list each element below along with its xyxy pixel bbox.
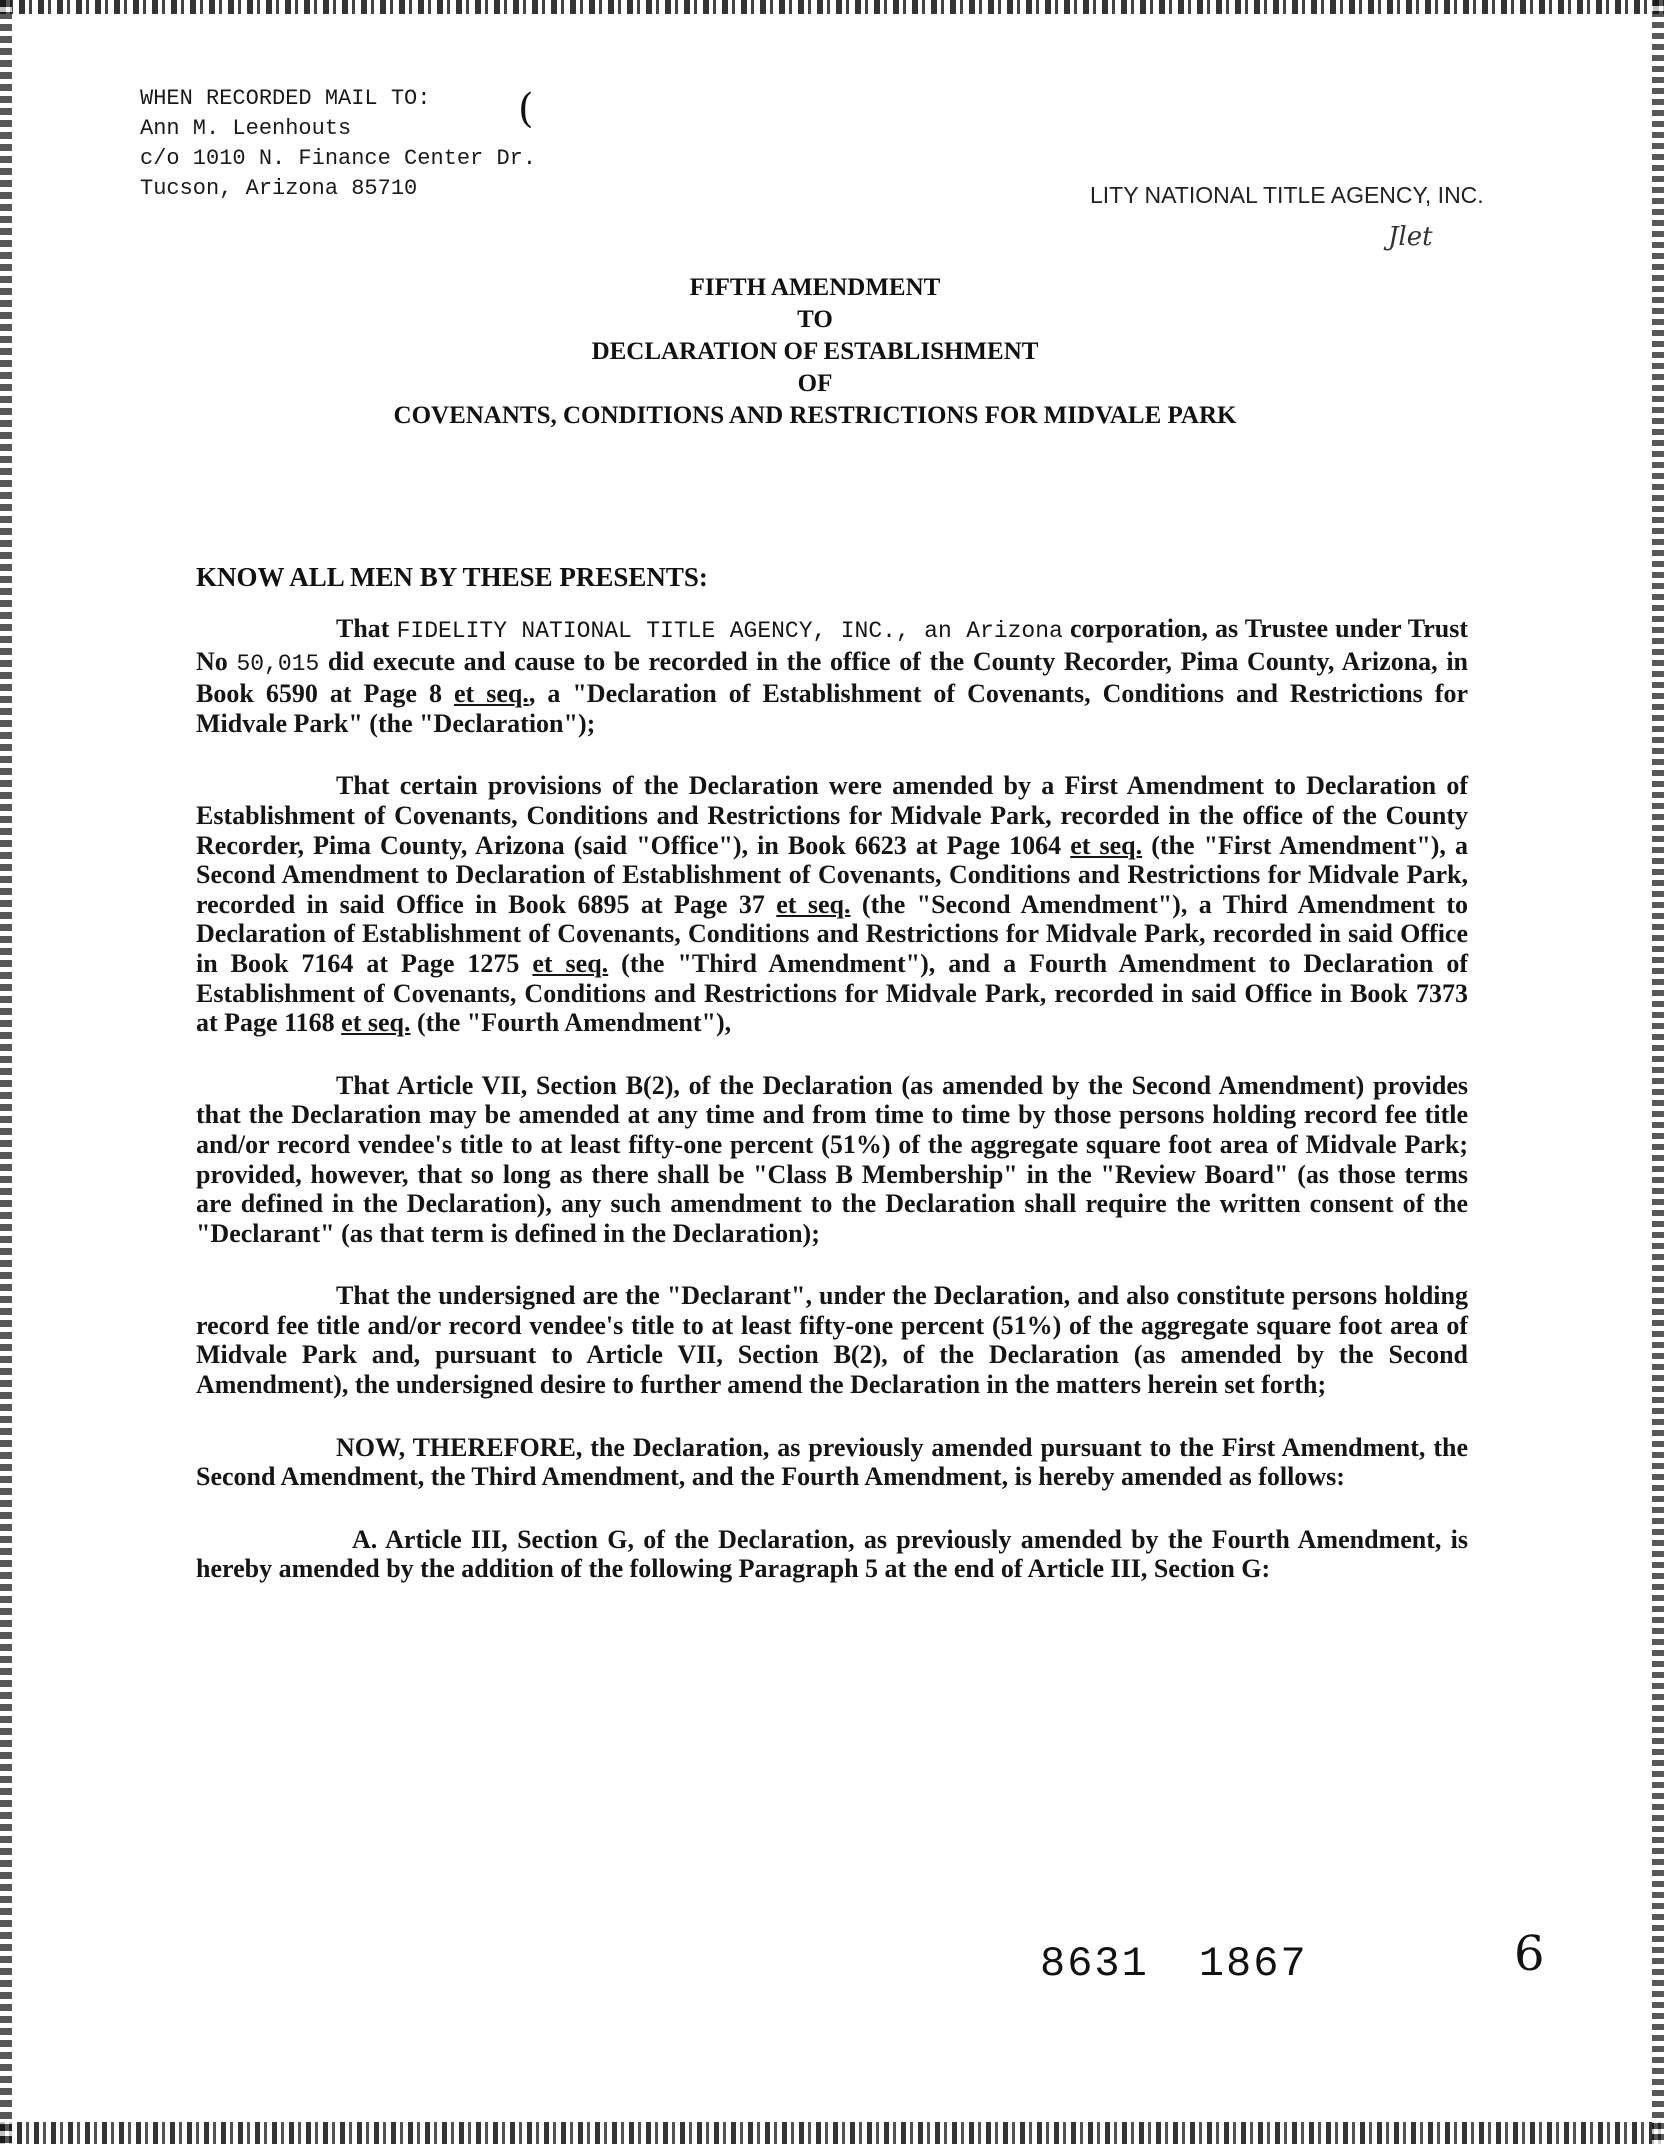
title-line-5: COVENANTS, CONDITIONS AND RESTRICTIONS FOR MIDVALE PARK [393, 402, 1237, 429]
mail-to-block [140, 84, 660, 204]
p1-text-c: did execute and cause to be recorded in the office of the County Recorder, Pima County, Arizona, in Book 6590 at Page 8 [196, 646, 1468, 709]
p2-text-d: (the "Third Amendment"), and a Fourth Amendment to Declaration of Establishment of Covenants, Conditions and Restrictions for Midvale Park, recorded in said Office in Book 7373 at Page 1168 [196, 948, 1468, 1038]
handwritten-initials: Jlet [1388, 222, 1433, 252]
title-line-3: DECLARATION OF ESTABLISHMENT [591, 338, 1039, 365]
recording-book: 8631 [1040, 1940, 1149, 1988]
mail-to-heading: WHEN RECORDED MAIL TO: [140, 86, 431, 111]
title-agency-stamp: LITY NATIONAL TITLE AGENCY, INC. [1090, 182, 1484, 208]
paragraph-6-item-a: A. Article III, Section G, of the Declaration, as previously amended by the Fourth Amendment, is hereby amended by the addition of the following Paragraph 5 at the end of Article III, Section G: [196, 1524, 1468, 1584]
p2-et-seq-3: et seq. [532, 948, 609, 978]
sheet-number: 6 [1514, 1926, 1545, 1982]
paragraph-3: That Article VII, Section B(2), of the Declaration (as amended by the Second Amendment) provides that the Declaration may be amended at any time and from time to time by those persons holding record fee title and/or record vendee's title to at least fifty-one percent (51%) of the aggregate square foot area of Midvale Park; provided, however, that so long as there shall be "Class B Membership" in the "Review Board" (as those terms are defined in the Declaration), any such amendment to the Declaration shall require the written consent of the "Declarant" (as that term is defined in the Declaration); [196, 1070, 1468, 1248]
p1-text-b: corporation, as Trustee under Trust No [196, 614, 1468, 676]
p1-corporation: FIDELITY NATIONAL TITLE AGENCY, INC., an Arizona [396, 618, 1063, 644]
mail-to-address: c/o 1010 N. Finance Center Dr. [140, 146, 537, 171]
title-line-1: FIFTH AMENDMENT [689, 274, 941, 301]
recording-page: 1867 [1198, 1940, 1308, 1988]
paragraph-5: NOW, THEREFORE, the Declaration, as previously amended pursuant to the First Amendment, the Second Amendment, the Third Amendment, and the Fourth Amendment, is hereby amended as follows: [196, 1432, 1468, 1492]
mail-to-name: Ann M. Leenhouts [140, 116, 352, 141]
scan-edge-left [0, 0, 12, 2144]
mail-to-city: Tucson, Arizona 85710 [140, 176, 418, 201]
p1-trust-number: 50,015 [236, 650, 320, 677]
p1-text-a: That [336, 614, 397, 643]
title-line-4: OF [797, 370, 833, 397]
scan-edge-top [0, 0, 1664, 14]
p1-et-seq: et seq. [453, 679, 529, 709]
paragraph-4: That the undersigned are the "Declarant", under the Declaration, and also constitute persons holding record fee title and/or record vendee's title to at least fifty-one percent (51%) of the aggregate square foot area of Midvale Park and, pursuant to Article VII, Section B(2), of the Declaration (as amended by the Second Amendment), the undersigned desire to further amend the Declaration in the matters herein set forth; [196, 1281, 1468, 1400]
p2-et-seq-1: et seq. [1070, 830, 1143, 860]
title-line-2: TO [797, 306, 833, 333]
p2-text-a: That certain provisions of the Declaration were amended by a First Amendment to Declaration of Establishment of Covenants, Conditions and Restrictions for Midvale Park, recorded in the office of the County Recorder, Pima County, Arizona (said "Office"), in Book 6623 at Page 1064 [196, 771, 1468, 860]
scan-edge-right [1652, 0, 1664, 2144]
p2-text-c: (the "Second Amendment"), a Third Amendment to Declaration of Establishment of Covenants, Conditions and Restrictions for Midvale Park, recorded in said Office in Book 7164 at Page 1275 [196, 889, 1469, 978]
handwritten-mark: ( [518, 86, 534, 132]
p2-et-seq-4: et seq. [341, 1008, 411, 1038]
document-title [200, 272, 1430, 432]
paragraph-2 [196, 771, 1468, 1037]
recording-numbers [1040, 1940, 1358, 1988]
p2-et-seq-2: et seq. [776, 889, 851, 919]
document-body [196, 614, 1468, 1617]
p1-text-d: , a "Declaration of Establishment of Covenants, Conditions and Restrictions for Midvale Park" (the "Declaration"); [196, 679, 1469, 738]
intro-heading: KNOW ALL MEN BY THESE PRESENTS: [196, 562, 708, 592]
p2-text-b: (the "First Amendment"), a Second Amendment to Declaration of Establishment of Covenants, Conditions and Restrictions for Midvale Park, recorded in said Office in Book 6895 at Page 37 [196, 830, 1468, 919]
scan-edge-bottom [0, 2122, 1664, 2144]
paragraph-1 [196, 614, 1468, 738]
p2-text-f: (the "Fourth Amendment"), [410, 1008, 732, 1038]
